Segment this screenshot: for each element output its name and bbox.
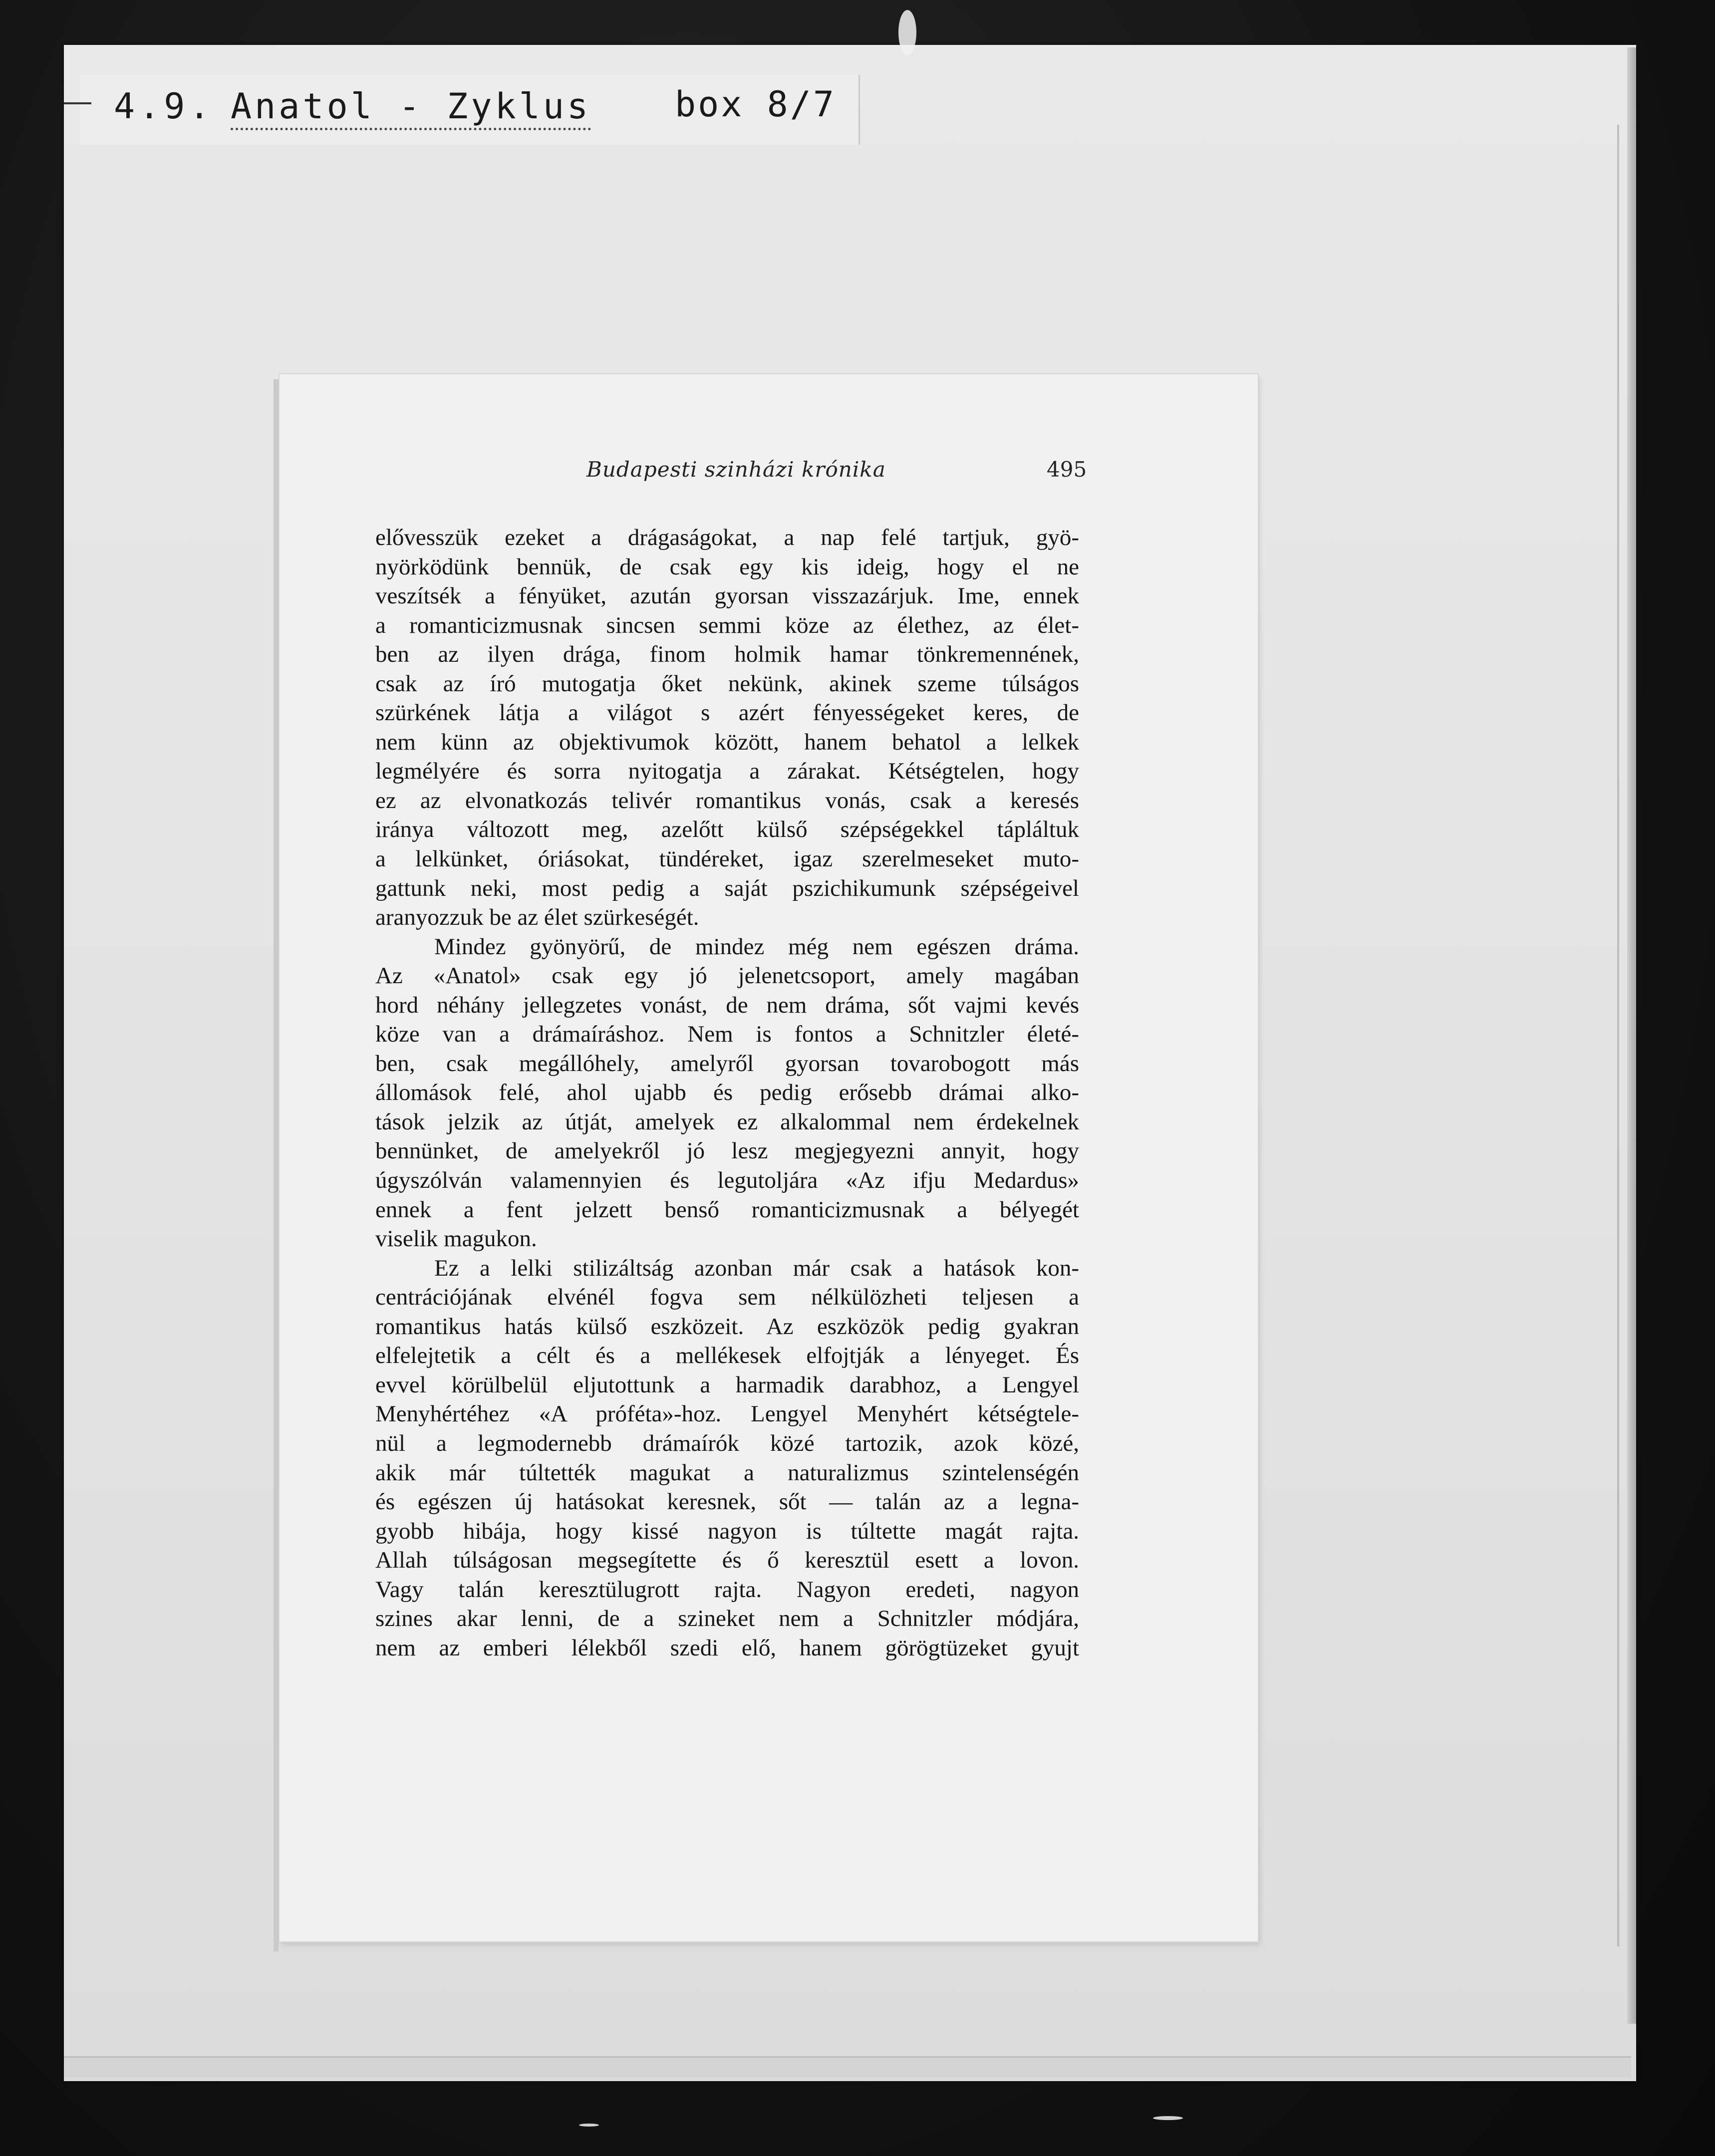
text-line: hord néhány jellegzetes vonást, de nem dráma, sőt vajmi kevés: [375, 992, 1079, 1018]
text-line: ez az elvonatkozás telivér romantikus vonás, csak a keresés: [375, 787, 1079, 813]
text-line: tások jelzik az útját, amelyek ez alkalommal nem érdekelnek: [375, 1108, 1079, 1135]
text-line: és egészen új hatásokat keresnek, sőt — talán az a legna-: [375, 1489, 1079, 1515]
text-line: Vagy talán keresztülugrott rajta. Nagyon eredeti, nagyon: [375, 1576, 1079, 1603]
running-head: Budapesti szinházi krónika: [586, 457, 886, 482]
text-line: Menyhértéhez «A próféta»-hoz. Lengyel Menyhért kétségtele-: [375, 1401, 1079, 1427]
margin-line: [1617, 125, 1619, 1946]
label-section-number: 4.9.: [114, 86, 214, 127]
text-line: a romanticizmusnak sincsen semmi köze az élethez, az élet-: [375, 612, 1079, 638]
text-line: elővesszük ezeket a drágaságokat, a nap felé tartjuk, gyö-: [375, 525, 1079, 550]
text-line: nül a legmodernebb drámaírók közé tartozik, azok közé,: [375, 1430, 1079, 1456]
text-line: nem az emberi lélekből szedi elő, hanem görögtüzeket gyujt: [375, 1634, 1079, 1661]
text-line: úgyszólván valamennyien és legutoljára «Az ifju Medardus»: [375, 1167, 1079, 1194]
text-line: Ez a lelki stilizáltság azonban már csak a hatások kon-: [434, 1255, 1079, 1281]
label-rule: [64, 102, 91, 104]
folder-edge: [1627, 47, 1636, 2024]
text-line: állomások felé, ahol ujabb és pedig erősebb drámai alko-: [375, 1079, 1079, 1106]
text-line: akik már túltették magukat a naturalizmus szintelenségén: [375, 1459, 1079, 1486]
text-line: Az «Anatol» csak egy jó jelenetcsoport, amely magában: [375, 963, 1079, 989]
text-line: szines akar lenni, de a szineket nem a Schnitzler módjára,: [375, 1606, 1079, 1632]
text-line: csak az író mutogatja őket nekünk, akinek szeme túlságos: [375, 670, 1079, 697]
text-line: centrációjának elvénél fogva sem nélkülözheti teljesen a: [375, 1284, 1079, 1311]
label-box-number: box 8/7: [675, 84, 837, 125]
text-line: nem künn az objektivumok között, hanem behatol a lelkek: [375, 729, 1079, 755]
text-line: aranyozzuk be az élet szürkeségét.: [375, 904, 699, 931]
text-line: köze van a drámaíráshoz. Nem is fontos a Schnitzler életé-: [375, 1021, 1079, 1048]
text-line: ennek a fent jelzett benső romanticizmusnak a bélyegét: [375, 1196, 1079, 1223]
text-line: bennünket, de amelyekről jó lesz megjegyezni annyit, hogy: [375, 1138, 1079, 1164]
text-line: gattunk neki, most pedig a saját pszichikumunk szépségeivel: [375, 875, 1079, 901]
text-line: legmélyére és sorra nyitogatja a zárakat. Kétségtelen, hogy: [375, 758, 1079, 785]
text-line: Mindez gyönyörű, de mindez még nem egészen dráma.: [434, 933, 1079, 960]
body-text: [375, 523, 1079, 1662]
text-line: gyobb hibája, hogy kissé nagyon is túltette magát rajta.: [375, 1518, 1079, 1544]
page-number: 495: [1047, 457, 1087, 482]
folder-bottom-edge: [64, 2056, 1631, 2078]
text-line: ben az ilyen drága, finom holmik hamar tönkremennének,: [375, 641, 1079, 668]
scan-dust-mark: [1153, 2116, 1183, 2120]
text-line: veszítsék a fényüket, azután gyorsan visszazárjuk. Ime, ennek: [375, 583, 1079, 609]
text-line: szürkének látja a világot s azért fényességeket keres, de: [375, 700, 1079, 726]
text-line: iránya változott meg, azelőtt külső szépségekkel tápláltuk: [375, 816, 1079, 843]
scan-dust-mark: [579, 2124, 599, 2127]
text-line: evvel körülbelül eljutottunk a harmadik darabhoz, a Lengyel: [375, 1371, 1079, 1398]
text-line: elfelejtetik a célt és a mellékesek elfojtják a lényeget. És: [375, 1343, 1079, 1369]
clipping-shadow: [274, 379, 279, 1951]
text-line: Allah túlságosan megsegítette és ő keresztül esett a lovon.: [375, 1547, 1079, 1574]
scan-dust-mark: [898, 10, 916, 55]
text-line: a lelkünket, óriásokat, tündéreket, igaz szerelmeseket mutо-: [375, 846, 1079, 872]
text-line: romantikus hatás külső eszközeit. Az eszközök pedig gyakran: [375, 1313, 1079, 1340]
text-line: ben, csak megállóhely, amelyről gyorsan tovarobogott más: [375, 1050, 1079, 1077]
label-title: Anatol - Zyklus: [231, 86, 591, 130]
text-line: viselik magukon.: [375, 1226, 537, 1252]
text-line: nyörködünk bennük, de csak egy kis ideig, hogy el ne: [375, 553, 1079, 580]
